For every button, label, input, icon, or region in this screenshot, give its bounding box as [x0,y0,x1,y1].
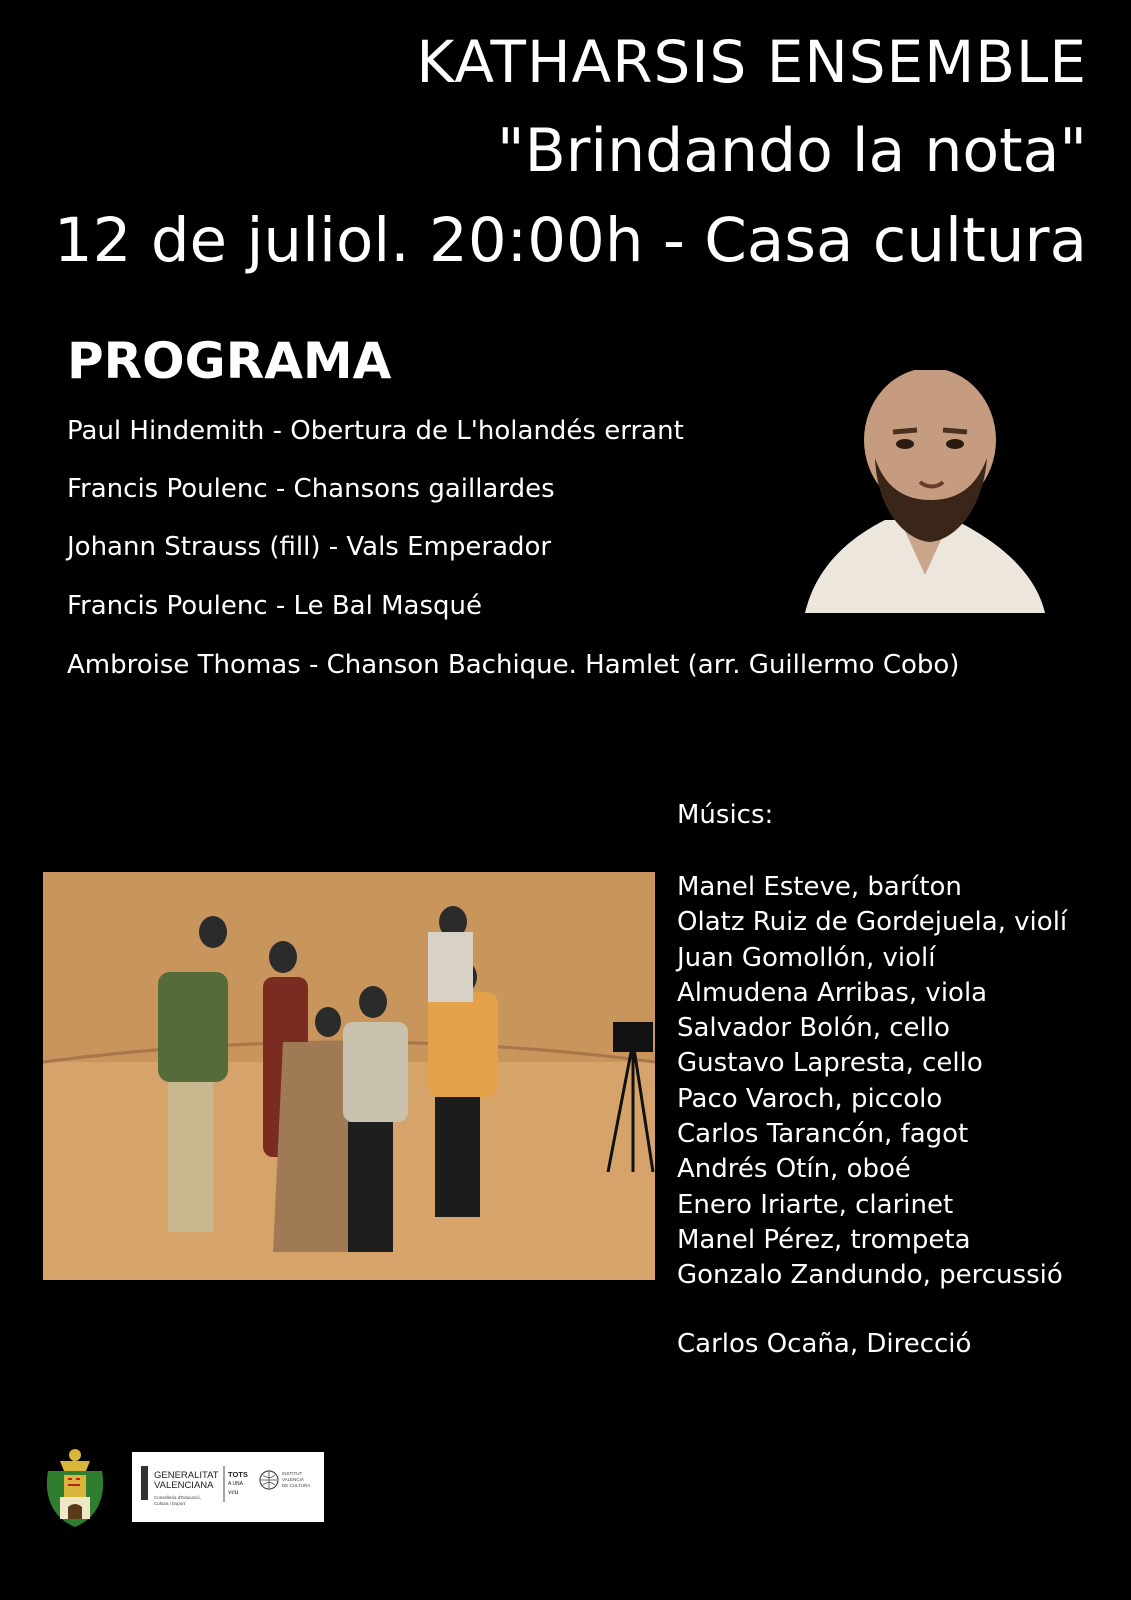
musician-item: Manel Pérez, trompeta [677,1224,971,1255]
gv-sub1: Conselleria d'Educació, [154,1495,201,1500]
gv-line1: GENERALITAT [154,1470,219,1481]
program-item: Francis Poulenc - Chansons gaillardes [67,474,555,504]
ivc-line2: VALENCIÀ [282,1477,304,1482]
musician-item: Paco Varoch, piccolo [677,1083,943,1114]
ensemble-title: KATHARSIS ENSEMBLE [416,28,1087,96]
musician-item: Salvador Bolón, cello [677,1013,950,1044]
ivc-line1: INSTITUT [282,1471,303,1476]
tots-text: TOTS [228,1470,248,1479]
show-title: "Brindando la nota" [496,116,1087,186]
baritone-portrait [805,370,1045,613]
gv-line2: VALENCIANA [154,1480,214,1491]
date-venue: 12 de juliol. 20:00h - Casa cultura [53,205,1087,276]
gv-sub2: Cultura i Esport [154,1501,186,1506]
musician-item: Andrés Otín, oboé [677,1154,911,1185]
musician-item: Gonzalo Zandundo, percussió [677,1260,1063,1291]
musician-item: Gustavo Lapresta, cello [677,1048,983,1079]
musician-item: Manel Esteve, barίton [677,872,962,902]
director: Carlos Ocaña, Direcció [677,1329,972,1359]
town-crest-logo [42,1443,108,1531]
auna-text: A UNA [228,1481,244,1487]
musician-item: Almudena Arribas, viola [677,977,988,1008]
musician-item: Olatz Ruiz de Gordejuela, violí [677,907,1068,938]
musicians-heading: Músics: [677,800,774,830]
ivc-line3: DE CULTURA [282,1483,311,1488]
programa-heading: PROGRAMA [67,332,392,390]
program-item: Ambroise Thomas - Chanson Bachique. Hamlet (arr. Guillermo Cobo) [67,650,960,680]
program-item: Paul Hindemith - Obertura de L'holandés errant [67,416,684,446]
musician-item: Carlos Tarancón, fagot [677,1119,969,1150]
musicians-list [677,870,1067,1294]
musician-item: Enero Iriarte, clarinet [677,1189,954,1220]
generalitat-valenciana-logo [132,1452,324,1522]
ensemble-photo [43,872,655,1280]
program-item: Johann Strauss (fill) - Vals Emperador [67,532,552,562]
musician-item: Juan Gomollón, violí [677,942,936,973]
veu-text: veu [228,1487,239,1496]
program-item: Francis Poulenc - Le Bal Masqué [67,591,482,621]
